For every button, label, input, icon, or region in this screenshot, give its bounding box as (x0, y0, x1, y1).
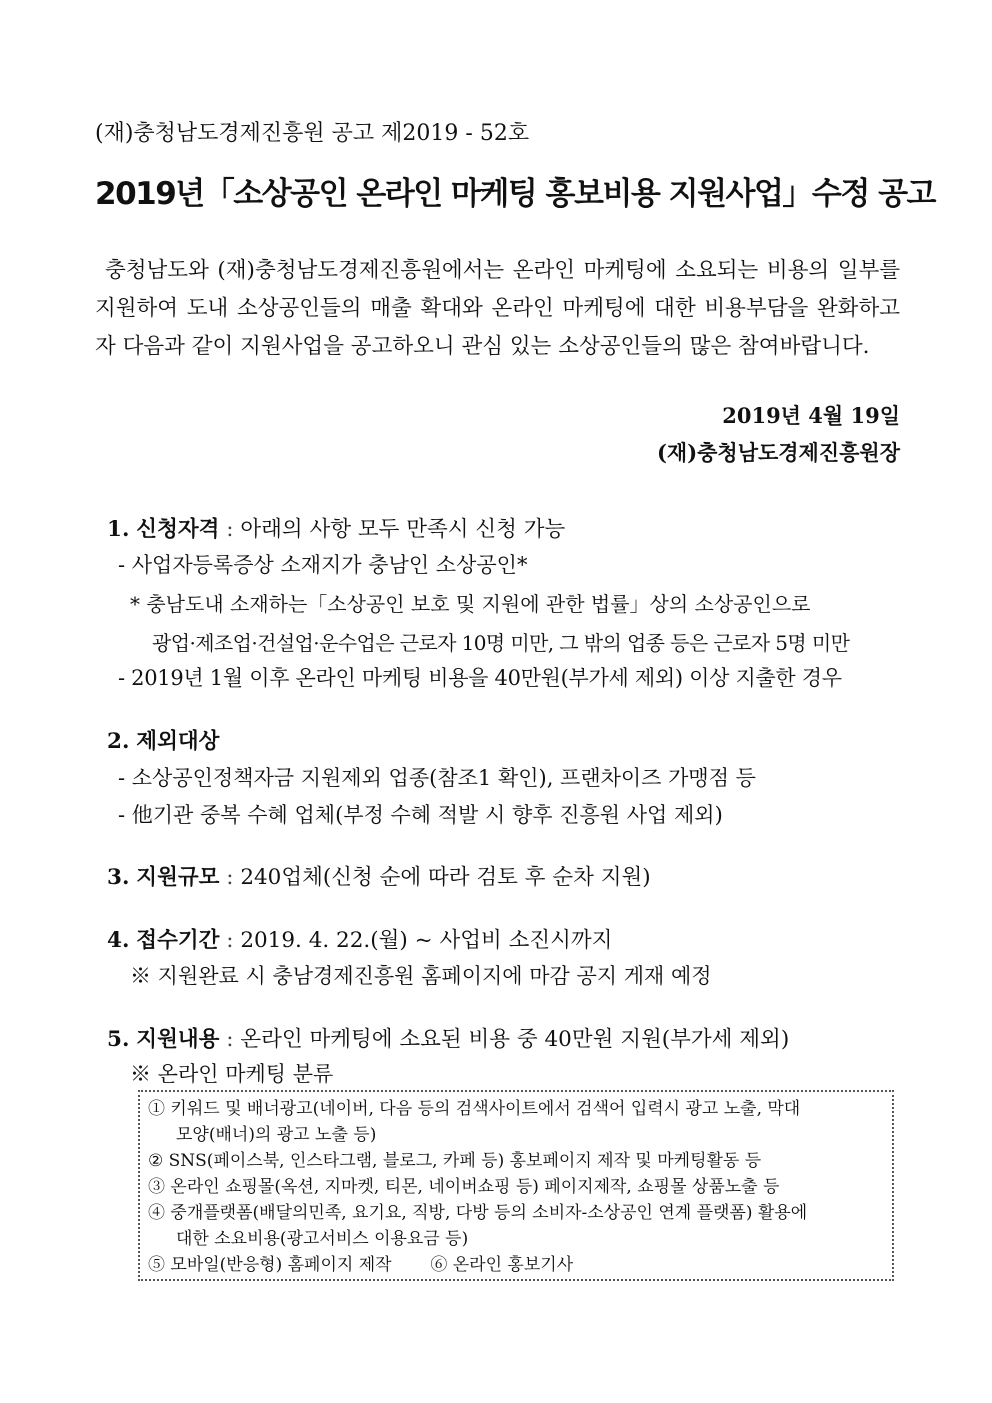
notice-date: 2019년 4월 19일 (722, 403, 900, 428)
notice-number: (재)충청남도경제진흥원 공고 제2019 - 52호 (95, 121, 530, 146)
section-2-heading (107, 724, 219, 755)
section-4-title: 접수기간 (136, 928, 220, 953)
section-5-title: 지원내용 (136, 1027, 220, 1052)
section-1-bullet-1: - 사업자등록증상 소재지가 충남인 소상공인* (118, 553, 528, 577)
section-5-note: ※ 온라인 마케팅 분류 (130, 1062, 334, 1086)
section-3-separator: : (226, 865, 234, 890)
section-5-description: 온라인 마케팅에 소요된 비용 중 40만원 지원(부가세 제외) (240, 1027, 790, 1052)
section-3-heading (107, 860, 651, 891)
section-3-description: 240업체(신청 순에 따라 검토 후 순차 지원) (240, 865, 651, 890)
section-5-separator: : (226, 1027, 234, 1052)
section-2-bullet-1: - 소상공인정책자금 지원제외 업종(참조1 확인), 프랜차이즈 가맹점 등 (118, 766, 756, 790)
section-1-note-2: 광업·제조업·건설업·운수업은 근로자 10명 미만, 그 밖의 업종 등은 근로자 5명 미만 (152, 631, 850, 655)
section-3-title: 지원규모 (136, 865, 220, 890)
section-4-separator: : (226, 928, 234, 953)
document-title: 2019년「소상공인 온라인 마케팅 홍보비용 지원사업」수정 공고 (95, 176, 935, 212)
section-1-separator: : (226, 517, 234, 542)
section-1-description: 아래의 사항 모두 만족시 신청 가능 (240, 517, 566, 542)
section-2-title: 제외대상 (136, 729, 220, 754)
section-1-note-1: * 충남도내 소재하는「소상공인 보호 및 지원에 관한 법률」상의 소상공인으로 (130, 592, 811, 616)
section-5-heading (107, 1022, 789, 1053)
section-1-bullet-2: - 2019년 1월 이후 온라인 마케팅 비용을 40만원(부가세 제외) 이상 지출한 경우 (118, 666, 842, 690)
category-6: ⑥ 온라인 홍보기사 (430, 1255, 574, 1275)
section-1-title: 신청자격 (136, 517, 220, 542)
category-5: ⑤ 모바일(반응형) 홈페이지 제작 (148, 1255, 392, 1275)
section-4-number: 4. (107, 928, 130, 953)
category-3: ③ 온라인 쇼핑몰(옥션, 지마켓, 티몬, 네이버쇼핑 등) 페이지제작, 쇼핑몰 상품노출 등 (148, 1177, 780, 1197)
section-4-note: ※ 지원완료 시 충남경제진흥원 홈페이지에 마감 공지 게재 예정 (130, 964, 712, 988)
intro-paragraph: 충청남도와 (재)충청남도경제진흥원에서는 온라인 마케팅에 소요되는 비용의 일부를 지원하여 도내 소상공인들의 매출 확대와 온라인 마케팅에 대한 비용부담을 완화하고자 다음과 같이 지원사업을 공고하오니 관심 있는 소상공인들의 많은 참여바랍니다. (95, 258, 900, 359)
section-3-number: 3. (107, 865, 130, 890)
category-2: ② SNS(페이스북, 인스타그램, 블로그, 카페 등) 홍보페이지 제작 및 마케팅활동 등 (148, 1151, 762, 1171)
category-4-line-2: 대한 소요비용(광고서비스 이용요금 등) (176, 1229, 469, 1249)
category-5-6-row (148, 1252, 882, 1278)
section-4-description: 2019. 4. 22.(월) ~ 사업비 소진시까지 (240, 928, 613, 953)
category-4-line-1: ④ 중개플랫폼(배달의민족, 요기요, 직방, 다방 등의 소비자-소상공인 연계 플랫폼) 활용에 (148, 1203, 808, 1223)
category-1-line-2: 모양(배너)의 광고 노출 등) (176, 1125, 377, 1145)
section-2-number: 2. (107, 729, 130, 754)
section-1-number: 1. (107, 517, 130, 542)
marketing-category-box (138, 1090, 894, 1281)
section-1-heading (107, 512, 565, 543)
section-4-heading (107, 923, 612, 954)
section-5-number: 5. (107, 1027, 130, 1052)
section-2-bullet-2: - 他기관 중복 수혜 업체(부정 수혜 적발 시 향후 진흥원 사업 제외) (118, 803, 723, 827)
category-1-line-1: ① 키워드 및 배너광고(네이버, 다음 등의 검색사이트에서 검색어 입력시 광고 노출, 막대 (148, 1099, 801, 1119)
issuing-organization: (재)충청남도경제진흥원장 (656, 440, 900, 465)
